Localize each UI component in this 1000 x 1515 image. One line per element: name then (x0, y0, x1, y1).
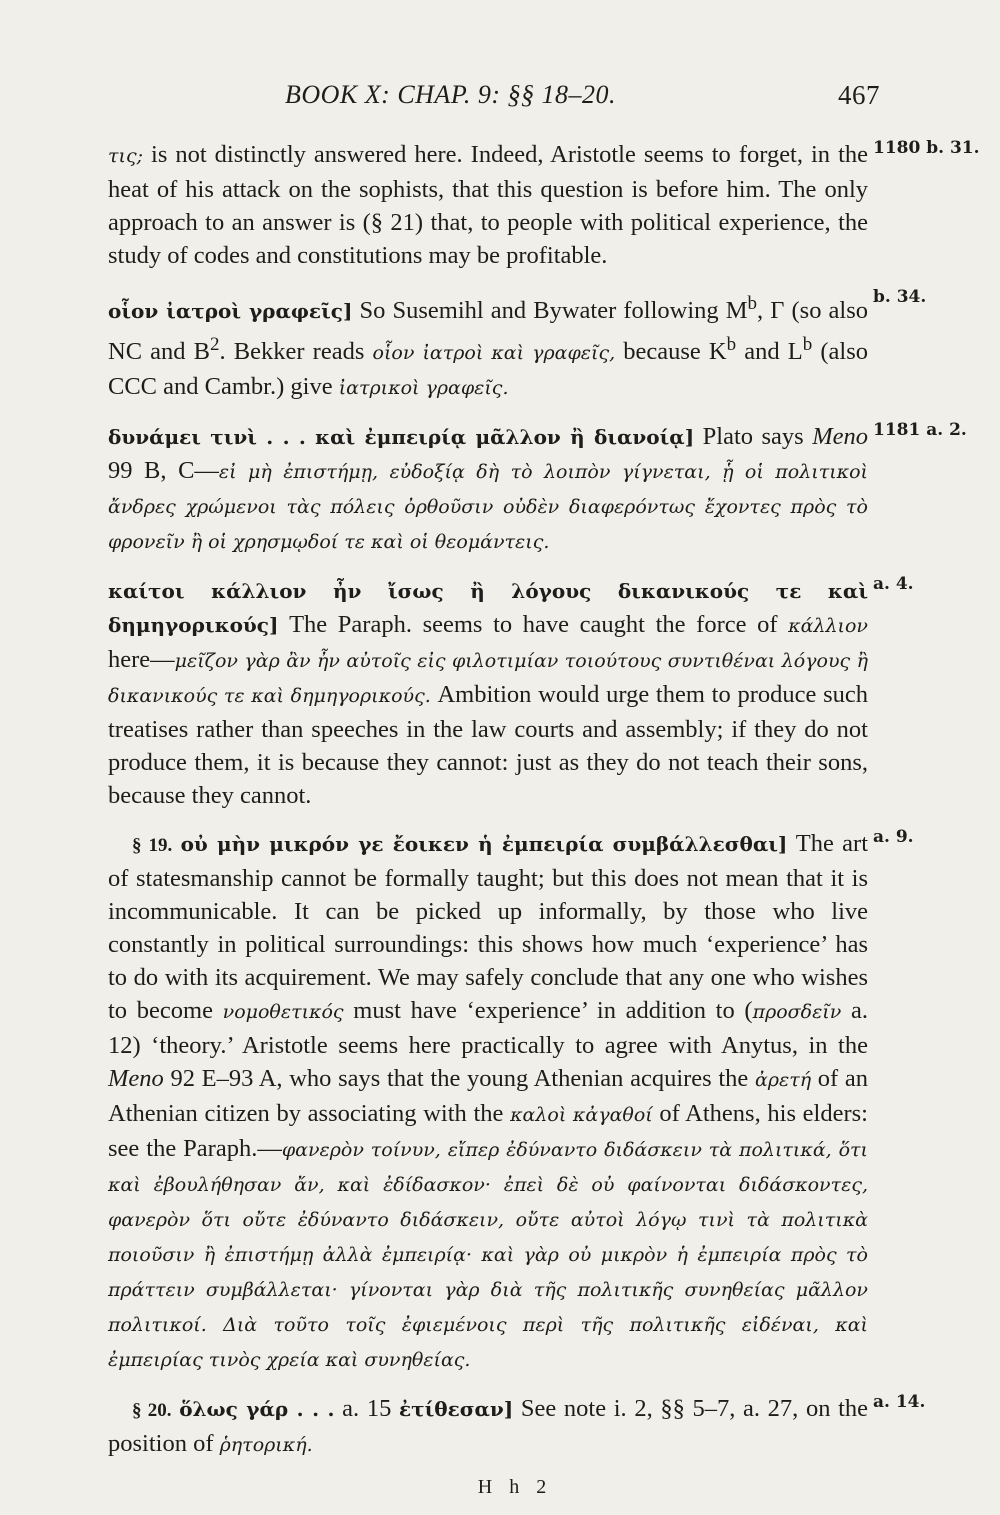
note-lemma: οὐ μὴν μικρόν γε ἔοικεν ἡ ἐμπειρία συμβάλλεσθαι] (180, 832, 788, 857)
greek-text: τις; (108, 145, 144, 167)
note-section-20 (108, 1392, 926, 1462)
meno-title: Meno (812, 423, 868, 451)
note-text: So Susemihl and Bywater following M (352, 297, 748, 325)
greek-quotation: εἰ μὴ ἐπιστήμῃ, εὐδοξίᾳ δὴ τὸ λοιπὸν γίγνεται, ᾗ οἱ πολιτικοὶ ἄνδρες χρώμενοι τὰς πόλεις ὀρθοῦσιν οὐδὲν διαφερόντως ἔχοντες πρὸς τὸ φρονεῖν ἢ οἱ χρησμῳδοί τε καὶ οἱ θεομάντεις. (108, 461, 869, 554)
note-text: (also CCC and Cambr.) give (108, 338, 869, 401)
note-text: a. 12) ‘theory.’ Aristotle seems here practically to agree with Anytus, in the (108, 997, 868, 1060)
intro-text: is not distinctly answered here. Indeed, Aristotle seems to forget, in the heat of his attack on the sophists, that this question is before him. The only approach to an answer is (§ 21) that, to people with political experience, the study of codes and constitutions may be profitable. (108, 141, 868, 269)
superscript: 2 (210, 334, 220, 356)
margin-reference: b. 34. (873, 287, 927, 307)
note-text: of an Athenian citizen by associating with the (108, 1065, 868, 1128)
note-text: . Bekker reads (219, 338, 373, 366)
note-text: See note i. 2, §§ 5–7, a. 27, on the position of (108, 1395, 869, 1458)
greek-text: καλοὶ κἀγαθοί (510, 1104, 653, 1127)
note-text: Ambition would urge them to produce such treatises rather than speeches in the law courts and assembly; if they do not produce them, it is because they cannot: just as they do not teach their sons, because they cannot. (108, 681, 868, 810)
note-dynamei-tini (108, 420, 967, 559)
superscript: b (802, 334, 813, 356)
note-text: a. 15 (334, 1395, 399, 1423)
note-section-19 (108, 827, 914, 1377)
note-text: and L (736, 338, 803, 366)
note-text: The art of statesmanship cannot be formally taught; but this does not mean that it is incommunicable. It can be picked up informally, by those who live constantly in political surroundings: this shows how much ‘experience’ has to do with its acquirement. We may safely conclude that any one who wishes to become (108, 830, 869, 1025)
note-text: because K (615, 338, 727, 366)
section-number: § 19. (132, 835, 173, 857)
note-lemma: οἷον ἰατροὶ γραφεῖς] (108, 299, 353, 324)
note-text: The Paraph. seems to have caught the force of (278, 611, 789, 639)
note-kaitoi-kallion (108, 574, 914, 812)
greek-text: νομοθετικός (222, 1001, 344, 1024)
page-number: 467 (838, 80, 880, 110)
signature-mark: H h 2 (477, 1476, 553, 1498)
note-text: , Γ (so also NC and B (108, 297, 868, 366)
margin-reference: a. 4. (873, 574, 914, 595)
margin-reference: 1180 b. 31. (873, 138, 980, 158)
page-header (285, 80, 880, 110)
note-text: 92 E–93 A, who says that the young Athenian acquires the (163, 1065, 755, 1093)
greek-text: προσδεῖν (752, 1001, 842, 1024)
note-lemma: ὅλως γάρ . . . (179, 1397, 335, 1422)
greek-quotation: φανερὸν τοίνυν, εἴπερ ἐδύναντο διδάσκειν τὰ πολιτικά, ὅτι καὶ ἐβουλήθησαν ἄν, καὶ ἐδίδασκον· ἐπεὶ δὲ οὐ φαίνονται διδάσκοντες, φανερὸν ὅτι οὔτε ἐδύναντο διδάσκειν, οὔτε αὐτοὶ λόγῳ τινὶ τὰ πολιτικὰ ποιοῦσιν ἢ ἐπιστήμῃ ἀλλὰ ἐμπειρίᾳ· καὶ γὰρ οὐ μικρὸν ἡ ἐμπειρία πρὸς τὸ πράττειν συμβάλλεται· γίνονται γὰρ διὰ τῆς πολιτικῆς συνηθείας μᾶλλον πολιτικοί. Διὰ τοῦτο τοῖς ἐφιεμένοις περὶ τῆς πολιτικῆς εἰδέναι, καὶ ἐμπειρίας τινὸς χρεία καὶ συνηθείας. (108, 1139, 868, 1372)
note-text: Plato says (694, 423, 813, 451)
greek-text: οἷον ἰατροὶ καὶ γραφεῖς, (372, 342, 616, 365)
commentary-body (108, 138, 980, 1477)
superscript: b (726, 334, 737, 356)
greek-text: ἰατρικοὶ γραφεῖς. (338, 377, 509, 400)
note-text: must have ‘experience’ in addition to ( (343, 997, 753, 1025)
meno-title: Meno (108, 1065, 164, 1093)
margin-reference: a. 14. (873, 1392, 926, 1413)
greek-text: ἀρετή (755, 1069, 812, 1092)
intro-paragraph (108, 138, 980, 272)
note-text: 99 B, C— (108, 457, 219, 485)
note-lemma: καίτοι κάλλιον ἦν ἴσως ἢ λόγους δικανικούς τε καὶ δημηγορικούς] (108, 579, 868, 638)
note-lemma: ἐτίθεσαν] (398, 1397, 514, 1422)
margin-reference: 1181 a. 2. (873, 420, 967, 441)
running-head: BOOK X: CHAP. 9: §§ 18–20. (285, 80, 617, 109)
greek-text: ῥητορική. (219, 1434, 313, 1457)
superscript: b (747, 293, 758, 314)
note-oion-iatroi (108, 287, 927, 405)
margin-reference: a. 9. (873, 827, 914, 848)
greek-quotation: μεῖζον γὰρ ἂν ἦν αὐτοῖς εἰς φιλοτιμίαν τοιούτους συντιθέναι λόγους ἢ δικανικούς τε καὶ δημηγορικούς. (108, 650, 868, 708)
greek-text: κάλλιον (788, 615, 868, 638)
section-number: § 20. (132, 1400, 172, 1422)
note-text: here— (108, 646, 175, 674)
note-lemma: δυνάμει τινὶ . . . καὶ ἐμπειρίᾳ μᾶλλον ἢ διανοίᾳ] (108, 425, 695, 450)
note-text: of Athens, his elders: see the Paraph.— (108, 1100, 868, 1163)
